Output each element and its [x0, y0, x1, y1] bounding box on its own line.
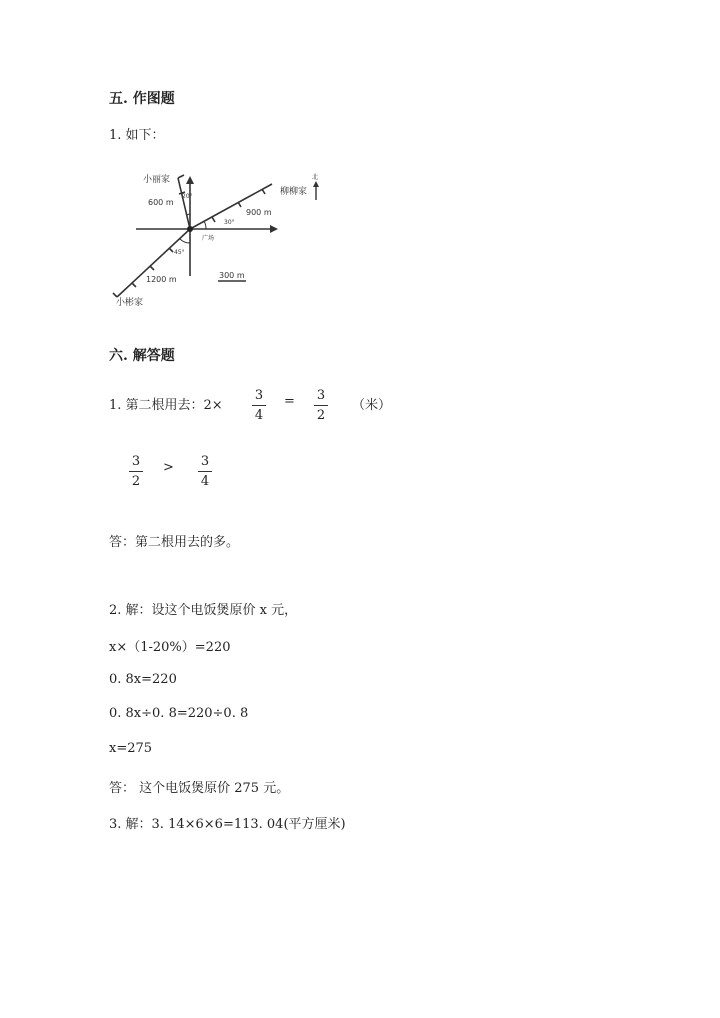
square-point [187, 226, 193, 232]
q1-prefix: 1. 第二根用去：2× [109, 398, 223, 413]
q2-line-3: 0. 8x=220 [109, 672, 177, 687]
label-angle-45: 45° [174, 249, 185, 256]
compare-fraction-3-2: 3 2 [126, 454, 146, 489]
label-angle-30: 30° [224, 219, 235, 226]
unit-meters: （米） [352, 398, 392, 413]
map-diagram [100, 160, 340, 310]
north-arrow-icon [186, 176, 194, 184]
route-xiaoli [178, 178, 190, 229]
section-title-drawing: 五. 作图题 [109, 91, 175, 107]
label-xiaobin: 小彬家 [116, 298, 144, 308]
east-arrow-icon [270, 225, 278, 233]
greater-than-sign: > [163, 460, 174, 475]
q2-line-2: x×（1-20%）=220 [109, 640, 231, 655]
label-600m: 600 m [148, 198, 174, 207]
label-900m: 900 m [246, 208, 272, 217]
label-north: 北 [312, 174, 319, 181]
question-1-label: 1. 如下： [109, 128, 165, 143]
label-1200m: 1200 m [146, 275, 177, 284]
equals-sign: = [284, 394, 295, 409]
compare-fraction-3-4: 3 4 [195, 454, 215, 489]
q2-line-4: 0. 8x÷0. 8=220÷0. 8 [109, 706, 249, 721]
section-title-solutions: 六. 解答题 [109, 348, 175, 364]
q2-line-1: 2. 解：设这个电饭煲原价 x 元， [109, 603, 298, 618]
label-square: 广场 [202, 235, 215, 242]
q2-answer: 答： 这个电饭煲原价 275 元。 [109, 781, 290, 796]
fraction-3-2: 3 2 [311, 388, 331, 423]
label-scale: 300 m [219, 271, 245, 280]
label-xiaoli: 小丽家 [143, 175, 171, 185]
route-xiaobin [117, 229, 190, 297]
q1-answer: 答：第二根用去的多。 [109, 535, 240, 550]
q2-line-5: x=275 [109, 741, 153, 756]
label-angle-20: 20° [182, 193, 193, 200]
label-liuliu: 柳柳家 [280, 187, 308, 197]
q3-line: 3. 解：3. 14×6×6=113. 04(平方厘米) [109, 817, 346, 832]
fraction-3-4: 3 4 [249, 388, 269, 423]
